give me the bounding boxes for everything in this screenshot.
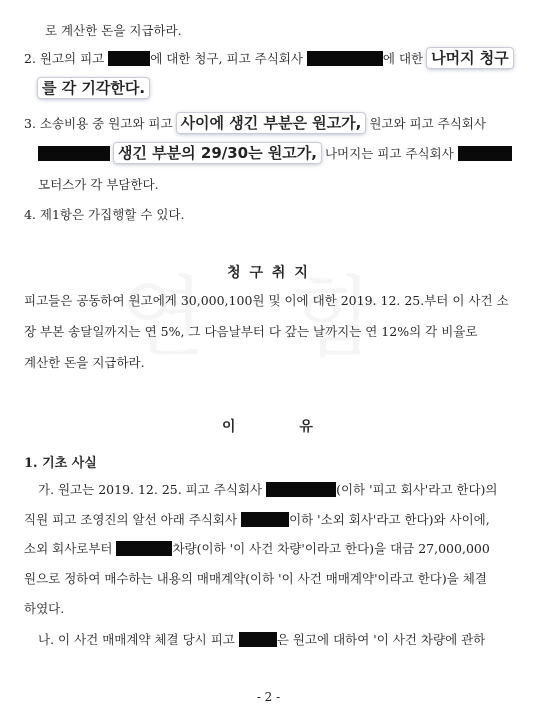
text-line: 장 부본 송달일까지는 연 5%, 그 다음날부터 다 갚는 날까지는 연 12%의 각 비율로 [24, 324, 478, 339]
redaction-box [239, 632, 277, 647]
text-line: 하였다. [24, 601, 65, 616]
redaction-box [266, 482, 336, 497]
text-segment: 소외 회사로부터 [24, 541, 113, 556]
reason-title: 이 유 [222, 419, 315, 435]
paragraph-ga [38, 481, 497, 499]
reason-heading [0, 416, 537, 436]
text-segment: 차량(이하 '이 사건 차량'이라고 한다)을 대금 27,000,000 [172, 541, 490, 556]
text-segment: 에 대한 [382, 51, 424, 66]
text-segment: 나. 이 사건 매매계약 체결 당시 피고 [38, 632, 235, 647]
order-item-2-cont [38, 78, 149, 98]
highlight-box: 생긴 부분의 29/30는 원고가, [114, 143, 321, 163]
paragraph-ga-line3 [24, 540, 490, 558]
order-item-2 [24, 48, 513, 68]
order-item-3-line2 [38, 143, 512, 163]
redaction-box [38, 146, 110, 161]
text-segment: 이하 '소외 회사'라고 한다)와 사이에, [289, 512, 490, 527]
section-title: 1. 기초 사실 [24, 456, 97, 471]
order-item-3 [24, 113, 486, 133]
text-segment: (이하 '피고 회사'라고 한다)의 [336, 482, 498, 497]
redaction-box [116, 541, 172, 556]
text-segment: 가. 원고는 2019. 12. 25. 피고 주식회사 [38, 482, 263, 497]
text-segment: 직원 피고 조영진의 알선 아래 주식회사 [24, 512, 238, 527]
highlight-box: 나머지 청구 [427, 48, 513, 68]
redaction-box [108, 51, 150, 66]
text-segment: 3. 소송비용 중 원고와 피고 [24, 116, 173, 131]
text-line: 계산한 돈을 지급하라. [24, 355, 145, 370]
page-number: - 2 - [256, 690, 281, 704]
text-segment: 원고와 피고 주식회사 [369, 116, 486, 131]
highlight-box: 를 각 기각한다. [38, 78, 149, 98]
text-line: 모터스가 각 부담한다. [38, 177, 159, 192]
paragraph-ga-line2 [24, 511, 490, 529]
text-segment: 나머지는 피고 주식회사 [324, 146, 454, 161]
text-line: 피고들은 공동하여 원고에게 30,000,100원 및 이에 대한 2019. 12. 25.부터 이 사건 소 [24, 293, 509, 308]
text-line: 로 계산한 돈을 지급하라. [45, 23, 182, 38]
claim-heading: 청 구 취 지 [227, 265, 310, 281]
text-segment: 은 원고에 대하여 '이 사건 차량에 관하 [276, 632, 486, 647]
text-segment: 에 대한 청구, 피고 주식회사 [150, 51, 303, 66]
text-line: 원으로 정하여 매수하는 내용의 매매계약(이하 '이 사건 매매계약'이라고 한다)을 체결 [24, 571, 487, 586]
paragraph-na [38, 631, 485, 649]
text-segment: 2. 원고의 피고 [24, 51, 105, 66]
redaction-box [458, 146, 512, 161]
highlight-box: 사이에 생긴 부분은 원고가, [177, 113, 366, 133]
redaction-box [241, 512, 289, 527]
redaction-box [307, 51, 383, 66]
order-item-4: 4. 제1항은 가집행할 수 있다. [24, 207, 185, 222]
